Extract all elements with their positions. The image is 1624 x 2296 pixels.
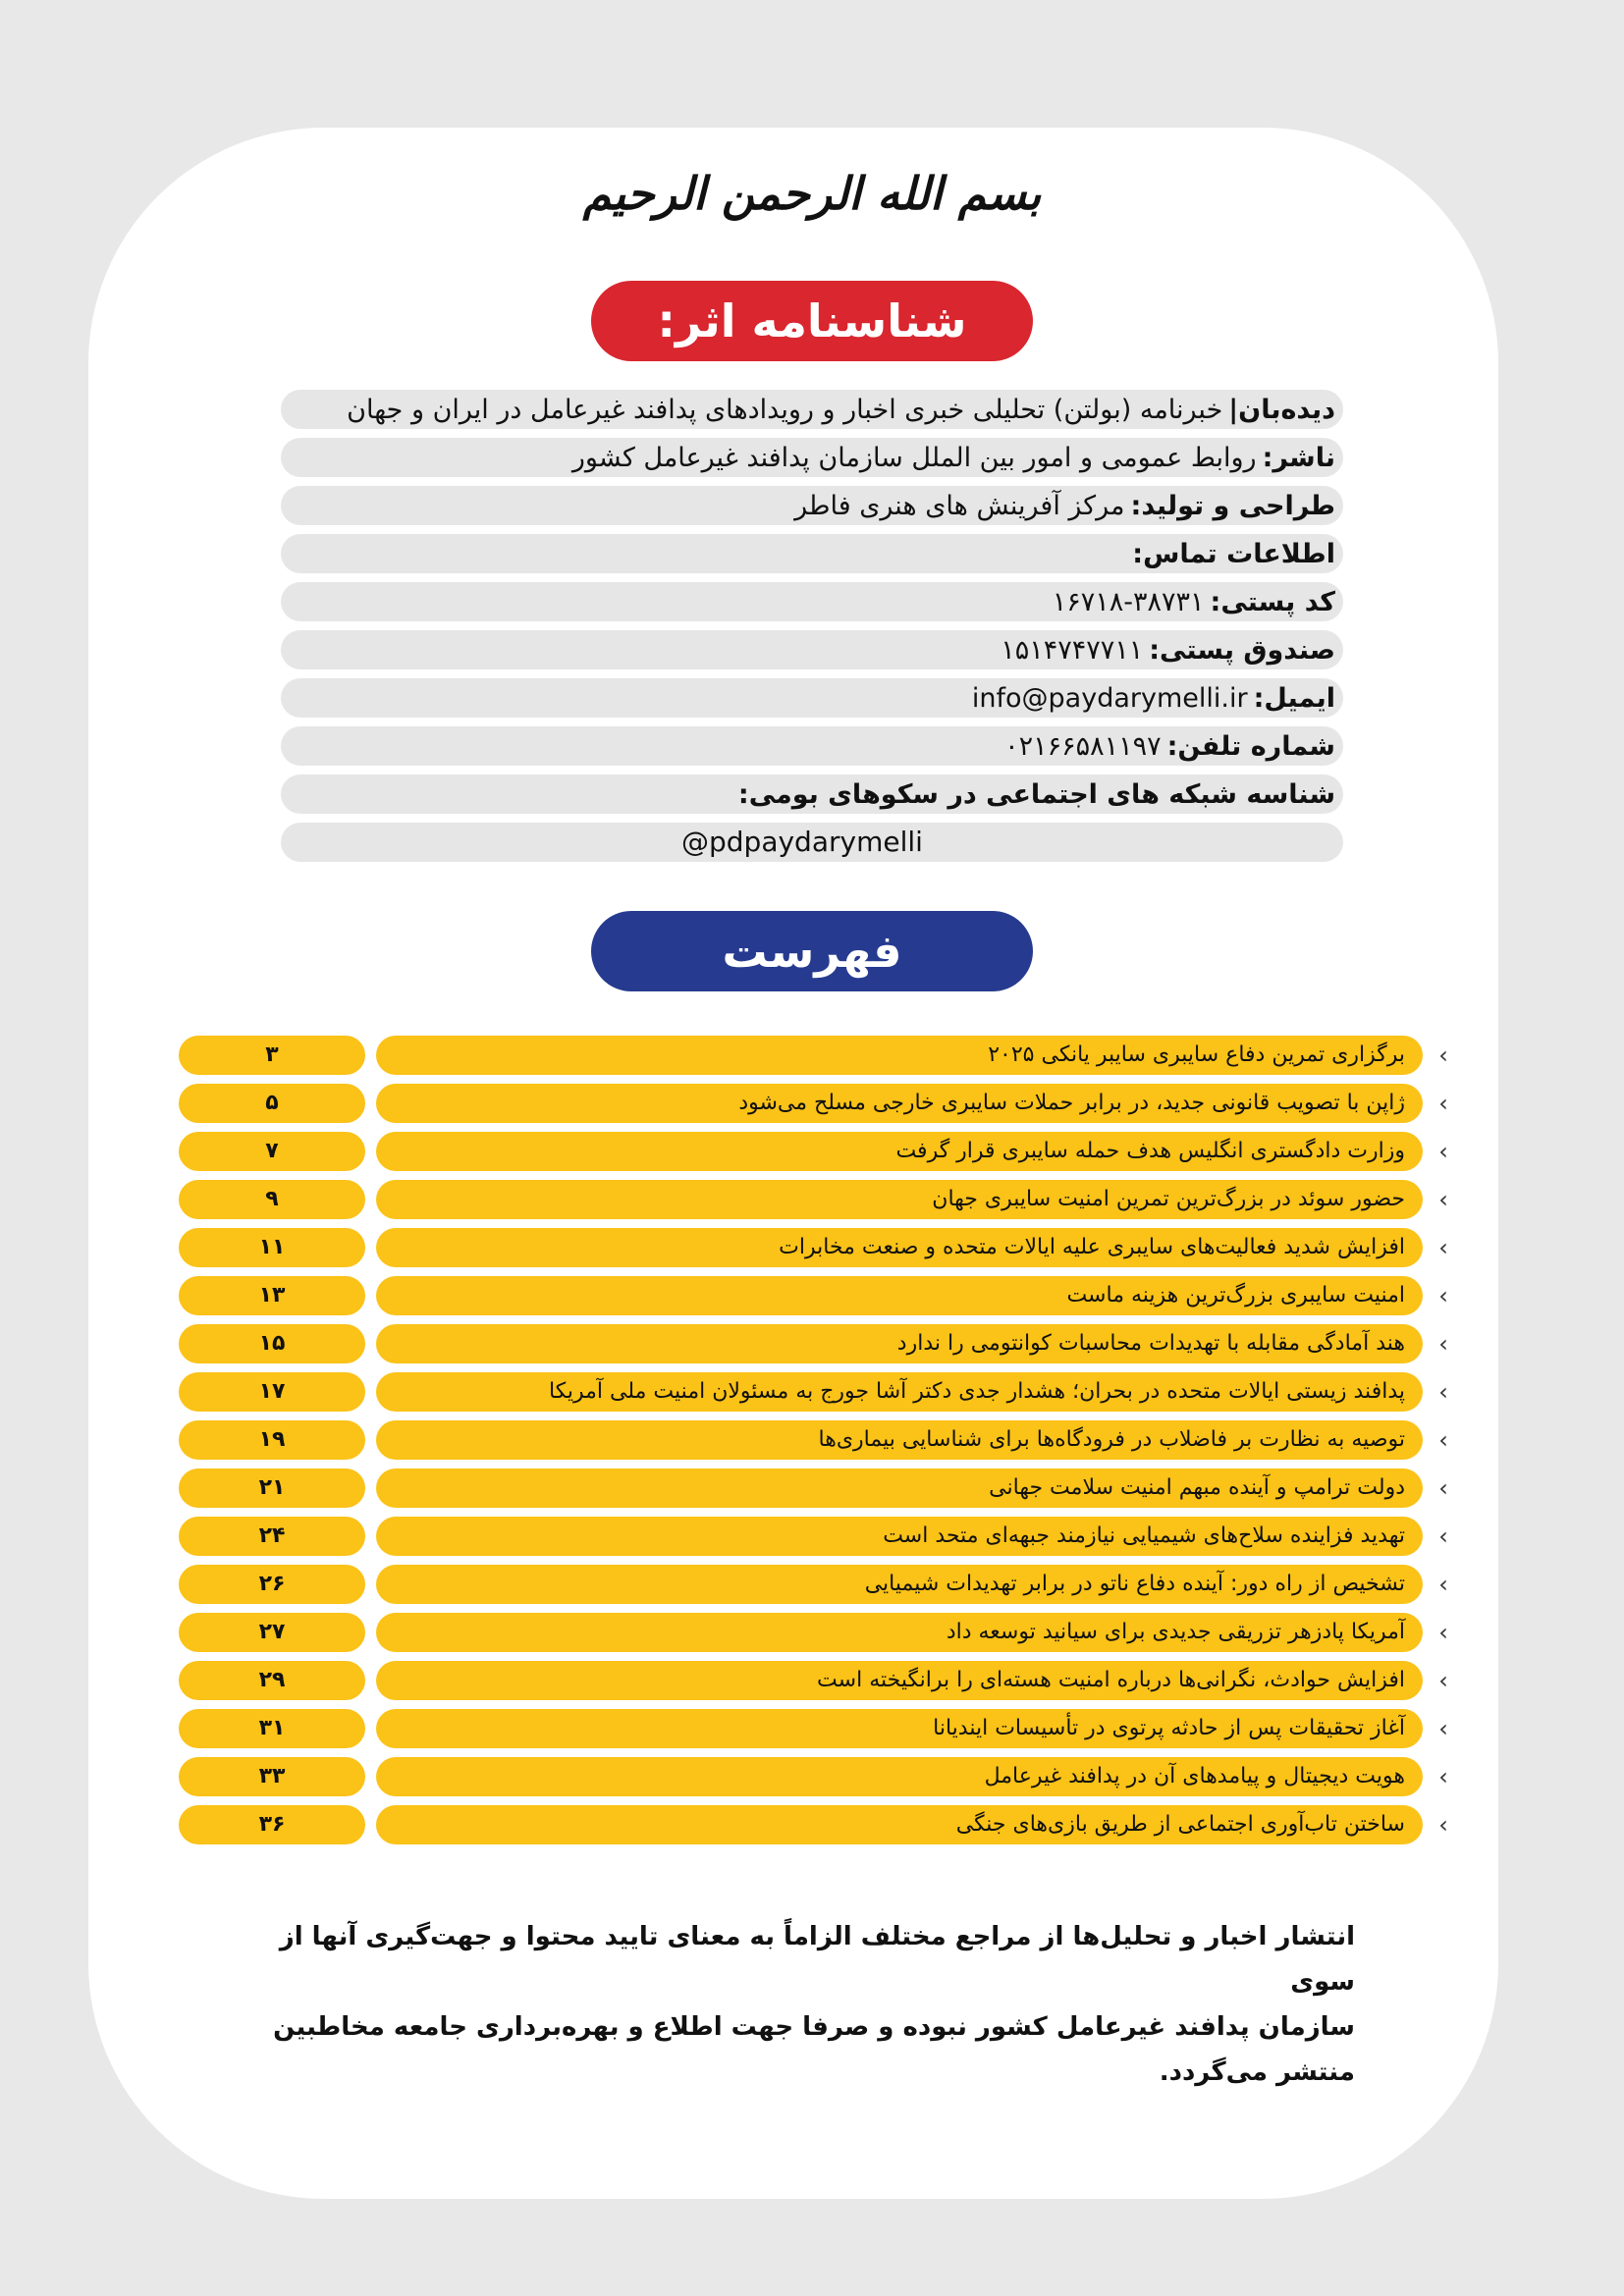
toc-item[interactable]	[0, 1420, 1624, 1460]
toc-item-title[interactable]: امنیت سایبری بزرگ‌ترین هزینه ماست	[376, 1276, 1423, 1315]
toc-item-page[interactable]: ۲۶	[179, 1565, 365, 1604]
social-handle-row	[281, 823, 1343, 862]
toc-item-title[interactable]: افزایش حوادث، نگرانی‌ها درباره امنیت هسته‌ای را برانگیخته است	[376, 1661, 1423, 1700]
toc-item-title[interactable]: دولت ترامپ و آینده مبهم امنیت سلامت جهانی	[376, 1468, 1423, 1508]
toc-title: فهرست	[591, 911, 1033, 991]
toc-item-page[interactable]: ۱۷	[179, 1372, 365, 1412]
toc-item-page[interactable]: ۱۵	[179, 1324, 365, 1363]
info-value: خبرنامه (بولتن) تحلیلی خبری اخبار و رویدادهای پدافند غیرعامل در ایران و جهان	[347, 394, 1223, 425]
chevron-right-icon: ›	[1438, 1234, 1448, 1261]
toc-item-page[interactable]: ۳۱	[179, 1709, 365, 1748]
disclaimer-line-1: انتشار اخبار و تحلیل‌ها از مراجع مختلف الزاماً به معنای تایید محتوا و جهت‌گیری آنها از سوی	[279, 1922, 1355, 1997]
toc-item[interactable]	[0, 1517, 1624, 1556]
toc-item-title[interactable]: ساختن تاب‌آوری اجتماعی از طریق بازی‌های جنگی	[376, 1805, 1423, 1844]
basmala-calligraphy: بسم الله الرحمن الرحیم	[582, 167, 1042, 220]
toc-item-page[interactable]: ۱۹	[179, 1420, 365, 1460]
toc-item-title[interactable]: توصیه به نظارت بر فاضلاب در فرودگاه‌ها برای شناسایی بیماری‌ها	[376, 1420, 1423, 1460]
identity-title: شناسنامه اثر:	[591, 281, 1033, 361]
toc-item-page[interactable]: ۳۳	[179, 1757, 365, 1796]
toc-item-page[interactable]: ۵	[179, 1084, 365, 1123]
chevron-right-icon: ›	[1438, 1715, 1448, 1742]
info-label: ایمیل:	[1253, 682, 1335, 714]
toc-item-title[interactable]: افزایش شدید فعالیت‌های سایبری علیه ایالات متحده و صنعت مخابرات	[376, 1228, 1423, 1267]
chevron-right-icon: ›	[1438, 1474, 1448, 1502]
info-row-design	[281, 486, 1343, 525]
chevron-right-icon: ›	[1438, 1571, 1448, 1598]
info-label: کد پستی:	[1210, 586, 1335, 617]
disclaimer-line-2: سازمان پدافند غیرعامل کشور نبوده و صرفا جهت اطلاع و بهره‌برداری جامعه مخاطبین منتشر می‌گردد.	[273, 2012, 1355, 2087]
toc-item[interactable]	[0, 1757, 1624, 1796]
email-link[interactable]: info@paydarymelli.ir	[971, 682, 1248, 714]
toc-item-page[interactable]: ۷	[179, 1132, 365, 1171]
chevron-right-icon: ›	[1438, 1619, 1448, 1646]
toc-item[interactable]	[0, 1324, 1624, 1363]
chevron-right-icon: ›	[1438, 1378, 1448, 1406]
toc-item-page[interactable]: ۱۳	[179, 1276, 365, 1315]
chevron-right-icon: ›	[1438, 1090, 1448, 1117]
info-label: ناشر:	[1262, 442, 1335, 473]
disclaimer-text	[265, 1914, 1355, 2095]
toc-item-title[interactable]: برگزاری تمرین دفاع سایبری سایبر یانکی ۲۰۲۵	[376, 1036, 1423, 1075]
toc-item[interactable]	[0, 1661, 1624, 1700]
toc-item-title[interactable]: آغاز تحقیقات پس از حادثه پرتوی در تأسیسات ایندیانا	[376, 1709, 1423, 1748]
info-row-observer	[281, 390, 1343, 429]
chevron-right-icon: ›	[1438, 1186, 1448, 1213]
info-row-social	[281, 774, 1343, 814]
info-row-email	[281, 678, 1343, 718]
toc-item[interactable]	[0, 1372, 1624, 1412]
info-label: طراحی و تولید:	[1130, 490, 1335, 521]
toc-item[interactable]	[0, 1180, 1624, 1219]
toc-item[interactable]	[0, 1276, 1624, 1315]
toc-item-title[interactable]: وزارت دادگستری انگلیس هدف حمله سایبری قرار گرفت	[376, 1132, 1423, 1171]
chevron-right-icon: ›	[1438, 1330, 1448, 1358]
toc-item-page[interactable]: ۲۴	[179, 1517, 365, 1556]
social-handle[interactable]: @pdpaydarymelli	[681, 826, 923, 858]
toc-item-page[interactable]: ۳	[179, 1036, 365, 1075]
toc-item[interactable]	[0, 1613, 1624, 1652]
toc-item[interactable]	[0, 1084, 1624, 1123]
chevron-right-icon: ›	[1438, 1763, 1448, 1790]
info-label: صندوق پستی:	[1149, 634, 1335, 666]
toc-item-title[interactable]: ژاپن با تصویب قانونی جدید، در برابر حملات سایبری خارجی مسلح می‌شود	[376, 1084, 1423, 1123]
toc-item[interactable]	[0, 1132, 1624, 1171]
info-value: ۱۶۷۱۸-۳۸۷۳۱	[1052, 586, 1205, 617]
toc-item-page[interactable]: ۲۱	[179, 1468, 365, 1508]
chevron-right-icon: ›	[1438, 1138, 1448, 1165]
chevron-right-icon: ›	[1438, 1667, 1448, 1694]
chevron-right-icon: ›	[1438, 1426, 1448, 1454]
toc-item-page[interactable]: ۲۹	[179, 1661, 365, 1700]
toc-item-title[interactable]: تهدید فزاینده سلاح‌های شیمیایی نیازمند جبهه‌ای متحد است	[376, 1517, 1423, 1556]
info-label: شناسه شبکه های اجتماعی در سکوهای بومی:	[737, 778, 1335, 810]
toc-item[interactable]	[0, 1036, 1624, 1075]
toc-item-title[interactable]: حضور سوئد در بزرگ‌ترین تمرین امنیت سایبری جهان	[376, 1180, 1423, 1219]
toc-item-page[interactable]: ۱۱	[179, 1228, 365, 1267]
toc-item-page[interactable]: ۳۶	[179, 1805, 365, 1844]
info-value: روابط عمومی و امور بین الملل سازمان پدافند غیرعامل کشور	[571, 442, 1257, 473]
toc-item[interactable]	[0, 1565, 1624, 1604]
toc-item-page[interactable]: ۹	[179, 1180, 365, 1219]
toc-item[interactable]	[0, 1709, 1624, 1748]
chevron-right-icon: ›	[1438, 1811, 1448, 1839]
chevron-right-icon: ›	[1438, 1282, 1448, 1309]
info-row-po-box	[281, 630, 1343, 669]
toc-item-title[interactable]: تشخیص از راه دور: آینده دفاع ناتو در برابر تهدیدات شیمیایی	[376, 1565, 1423, 1604]
info-value: مرکز آفرینش های هنری فاطر	[794, 490, 1125, 521]
toc-item[interactable]	[0, 1228, 1624, 1267]
toc-item-page[interactable]: ۲۷	[179, 1613, 365, 1652]
toc-item-title[interactable]: هند آمادگی مقابله با تهدیدات محاسبات کوانتومی را ندارد	[376, 1324, 1423, 1363]
toc-item[interactable]	[0, 1805, 1624, 1844]
info-label: شماره تلفن:	[1166, 730, 1335, 762]
info-row-postal-code	[281, 582, 1343, 621]
info-row-contact	[281, 534, 1343, 573]
toc-item-title[interactable]: هویت دیجیتال و پیامدهای آن در پدافند غیرعامل	[376, 1757, 1423, 1796]
info-label: اطلاعات تماس:	[1132, 538, 1335, 569]
info-value: ۱۵۱۴۷۴۷۷۱۱	[1001, 634, 1144, 666]
toc-item-title[interactable]: آمریکا پادزهر تزریقی جدیدی برای سیانید توسعه داد	[376, 1613, 1423, 1652]
info-label: دیده‌بان|	[1228, 394, 1335, 425]
info-row-phone	[281, 726, 1343, 766]
toc-item[interactable]	[0, 1468, 1624, 1508]
toc-item-title[interactable]: پدافند زیستی ایالات متحده در بحران؛ هشدار جدی دکتر آشا جورج به مسئولان امنیت ملی آمریکا	[376, 1372, 1423, 1412]
info-value: ۰۲۱۶۶۵۸۱۱۹۷	[1004, 730, 1162, 762]
chevron-right-icon: ›	[1438, 1522, 1448, 1550]
chevron-right-icon: ›	[1438, 1041, 1448, 1069]
info-row-publisher	[281, 438, 1343, 477]
